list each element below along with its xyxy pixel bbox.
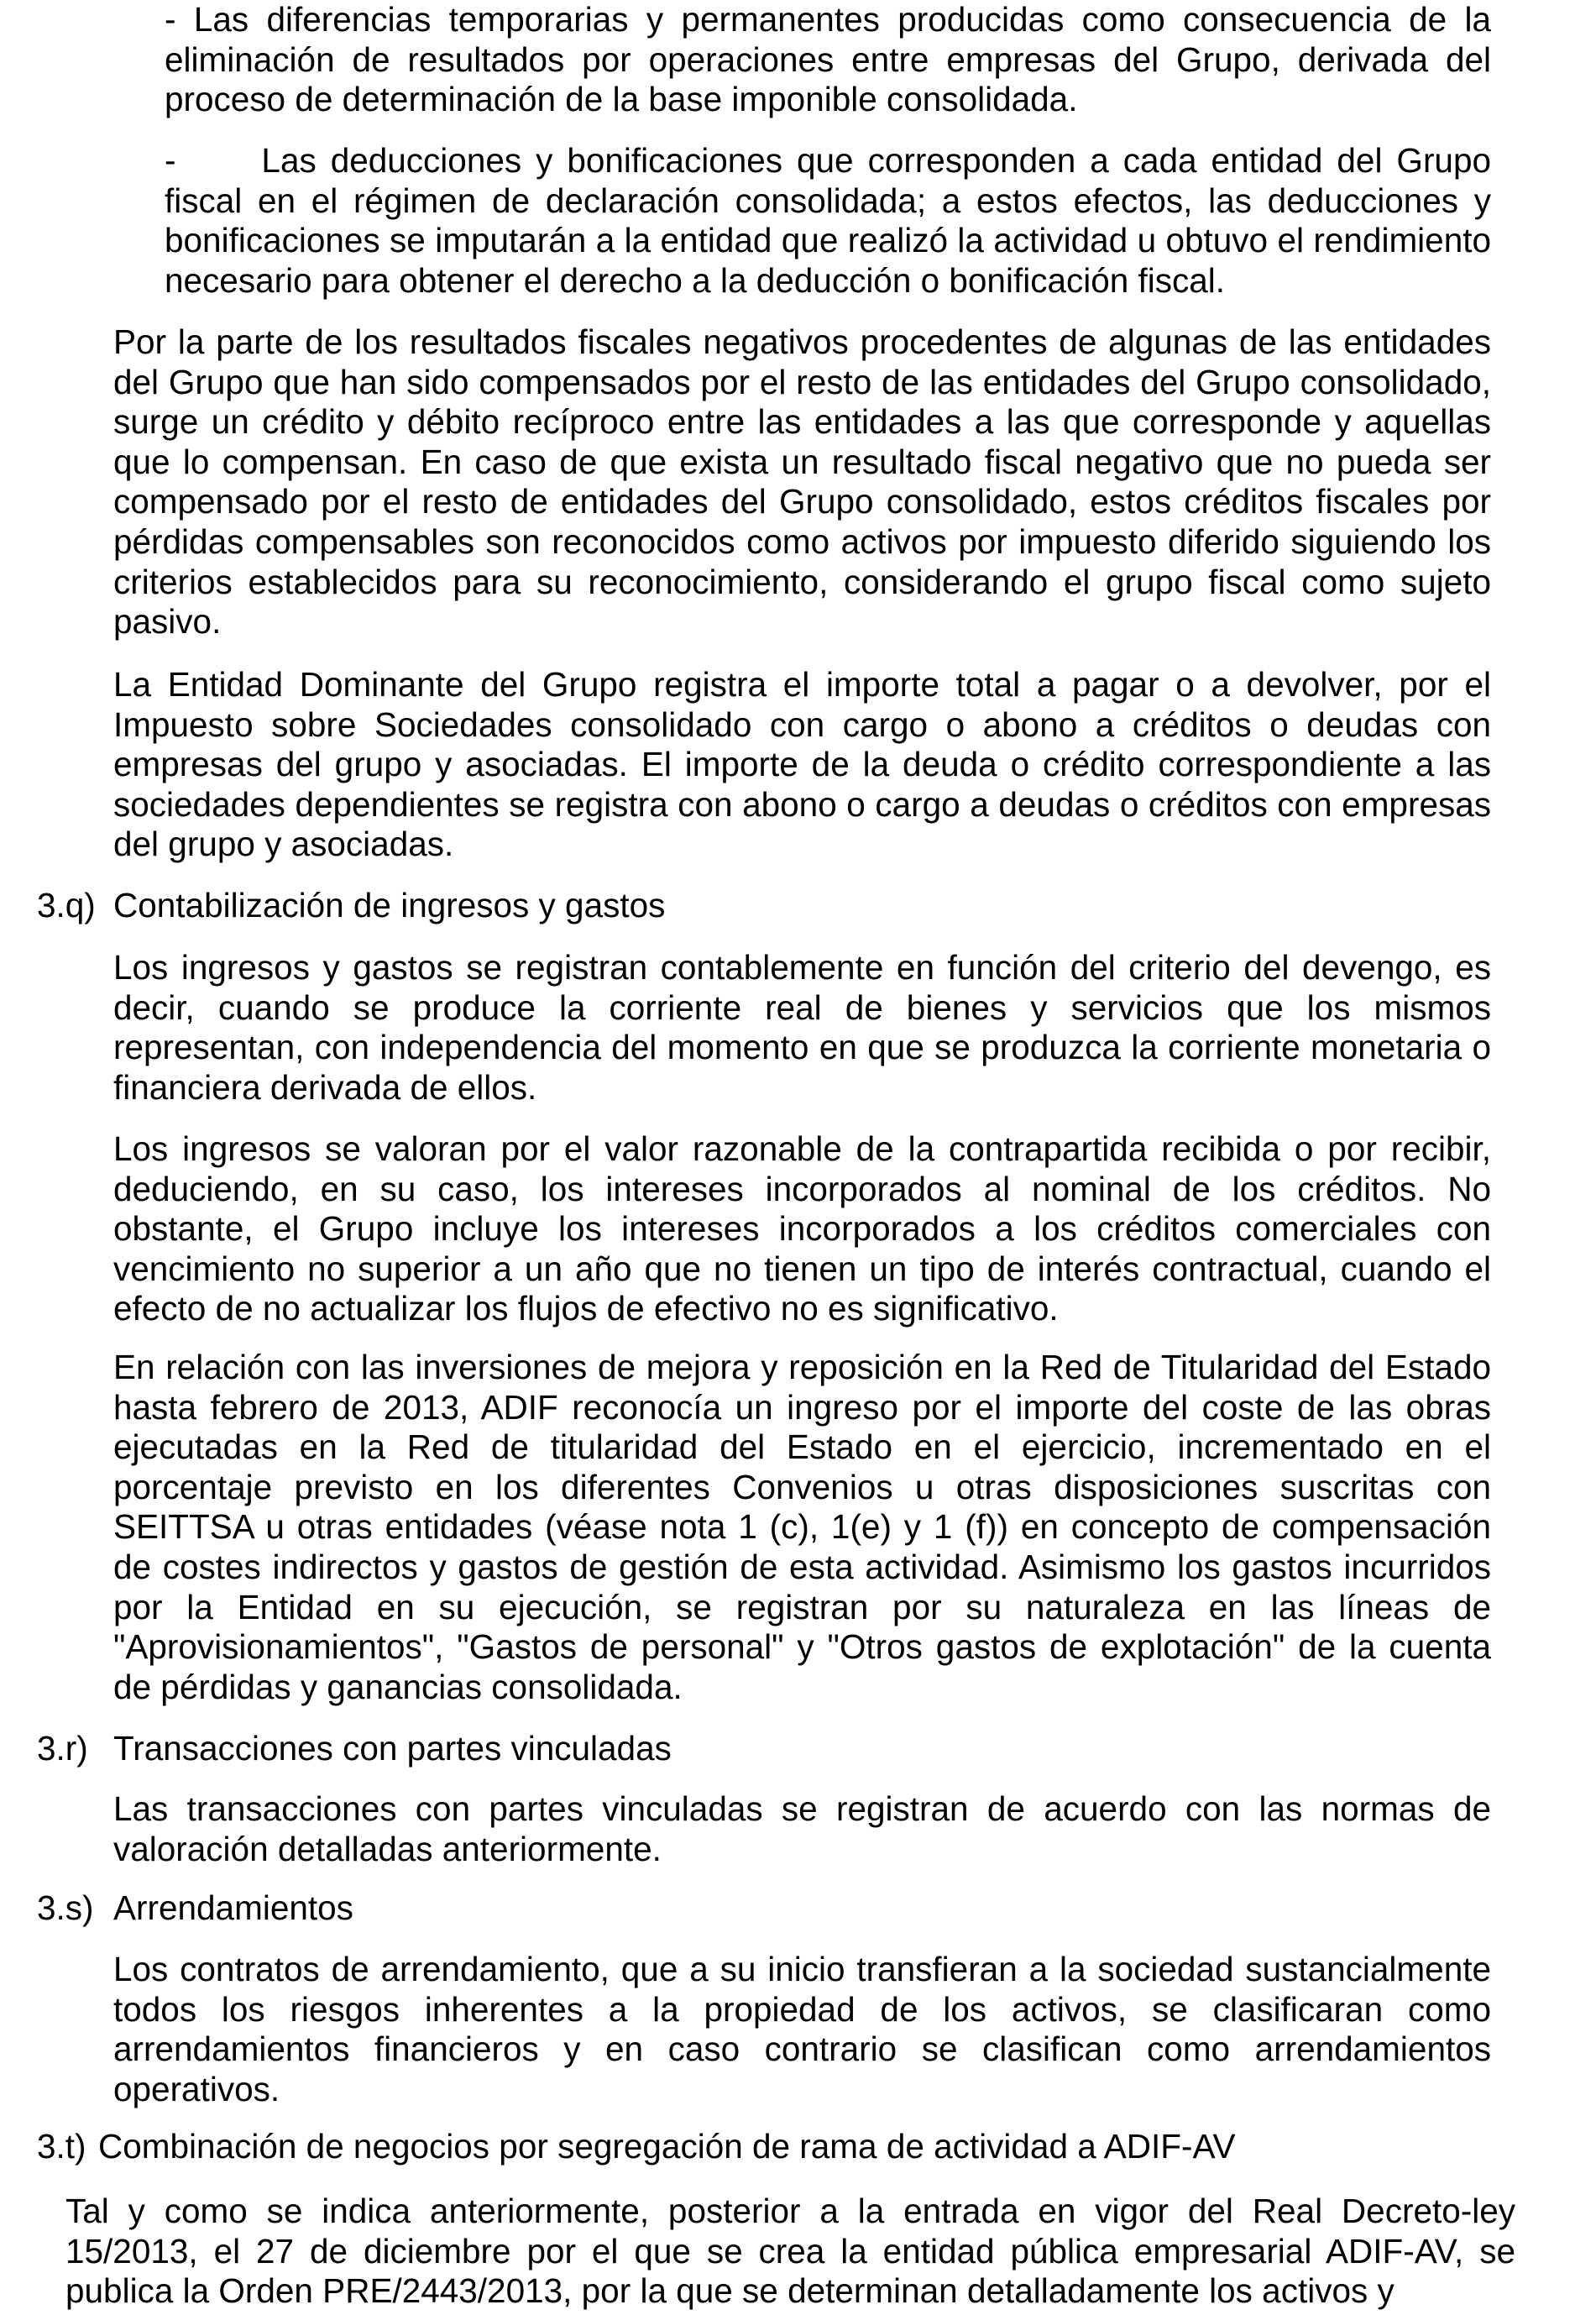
body-paragraph: Los ingresos y gastos se registran contablemente en función del criterio del devengo, es decir, cuando se produce la corriente real de bienes y servicios que los mismos representan, con independencia del momento en que se produzca la corriente monetaria o financiera derivada de ellos. [113, 948, 1491, 1107]
section-number: 3.r) [37, 1729, 88, 1768]
section-heading [37, 1729, 672, 1769]
section-heading [37, 1888, 353, 1929]
section-number: 3.t) [37, 2127, 86, 2166]
body-paragraph: Las transacciones con partes vinculadas se registran de acuerdo con las normas de valoración detalladas anteriormente. [113, 1789, 1491, 1868]
section-heading [37, 2127, 1236, 2167]
section-title: Contabilización de ingresos y gastos [113, 886, 666, 924]
body-paragraph: Los contratos de arrendamiento, que a su inicio transfieran a la sociedad sustancialmente todos los riesgos inherentes a la propiedad de los activos, se clasificaran como arrendamientos financieros y en caso contrario se clasifican como arrendamientos operativos. [113, 1950, 1491, 2108]
bullet-paragraph: - Las deducciones y bonificaciones que corresponden a cada entidad del Grupo fiscal en el régimen de declaración consolidada; a estos efectos, las deducciones y bonificaciones se imputarán a la entidad que realizó la actividad u obtuvo el rendimiento necesario para obtener el derecho a la deducción o bonificación fiscal. [165, 141, 1501, 300]
section-number: 3.q) [37, 886, 96, 924]
body-paragraph: En relación con las inversiones de mejora y reposición en la Red de Titularidad del Estado hasta febrero de 2013, ADIF reconocía un ingreso por el importe del coste de las obras ejecutadas en la Red de titularidad del Estado en el ejercicio, incrementado en el porcentaje previsto en los diferentes Convenios u otras disposiciones suscritas con SEITTSA u otras entidades (véase nota 1 (c), 1(e) y 1 (f)) en concepto de compensación de costes indirectos y gastos de gestión de esta actividad. Asimismo los gastos incurridos por la Entidad en su ejecución, se registran por su naturaleza en las líneas de "Aprovisionamientos", "Gastos de personal" y "Otros gastos de explotación" de la cuenta de pérdidas y ganancias consolidada. [113, 1348, 1491, 1706]
bullet-paragraph: - Las diferencias temporarias y permanentes producidas como consecuencia de la eliminación de resultados por operaciones entre empresas del Grupo, derivada del proceso de determinación de la base imponible consolidada. [165, 0, 1491, 119]
section-title: Transacciones con partes vinculadas [113, 1729, 672, 1768]
section-title: Arrendamientos [113, 1888, 353, 1927]
section-title: Combinación de negocios por segregación de rama de actividad a ADIF-AV [98, 2127, 1236, 2166]
body-paragraph: La Entidad Dominante del Grupo registra el importe total a pagar o a devolver, por el Impuesto sobre Sociedades consolidado con cargo o abono a créditos o deudas con empresas del grupo y asociadas. El importe de la deuda o crédito correspondiente a las sociedades dependientes se registra con abono o cargo a deudas o créditos con empresas del grupo y asociadas. [113, 665, 1491, 864]
section-heading [37, 886, 665, 926]
body-paragraph: Los ingresos se valoran por el valor razonable de la contrapartida recibida o por recibir, deduciendo, en su caso, los intereses incorporados al nominal de los créditos. No obstante, el Grupo incluye los intereses incorporados a los créditos comerciales con vencimiento no superior a un año que no tienen un tipo de interés contractual, cuando el efecto de no actualizar los flujos de efectivo no es significativo. [113, 1129, 1491, 1328]
body-paragraph: Tal y como se indica anteriormente, posterior a la entrada en vigor del Real Decreto-ley 15/2013, el 27 de diciembre por el que se crea la entidad pública empresarial ADIF-AV, se publica la Orden PRE/2443/2013, por la que se determinan detalladamente los activos y [65, 2192, 1515, 2311]
body-paragraph: Por la parte de los resultados fiscales negativos procedentes de algunas de las entidades del Grupo que han sido compensados por el resto de las entidades del Grupo consolidado, surge un crédito y débito recíproco entre las entidades a las que corresponde y aquellas que lo compensan. En caso de que exista un resultado fiscal negativo que no pueda ser compensado por el resto de entidades del Grupo consolidado, estos créditos fiscales por pérdidas compensables son reconocidos como activos por impuesto diferido siguiendo los criterios establecidos para su reconocimiento, considerando el grupo fiscal como sujeto pasivo. [113, 322, 1491, 642]
section-number: 3.s) [37, 1888, 94, 1927]
